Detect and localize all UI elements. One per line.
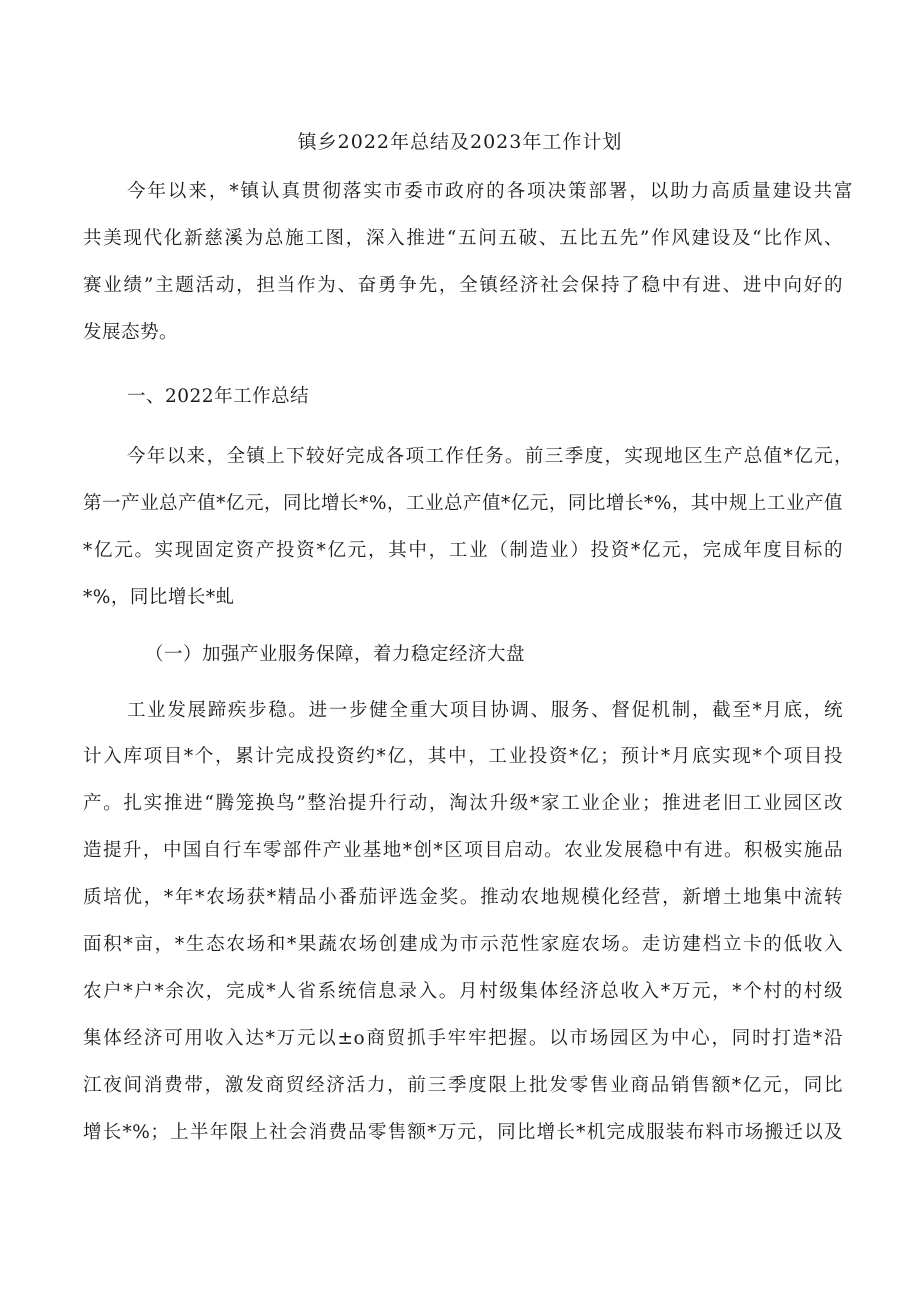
body-line: 计入库项目*个，累计完成投资约*亿，其中，工业投资*亿；预计*月底实现*个项目投 [83, 746, 843, 767]
intro-line: 今年以来，*镇认真贯彻落实市委市政府的各项决策部署，以助力高质量建设共富 [127, 181, 853, 202]
summary-line: 今年以来，全镇上下较好完成各项工作任务。前三季度，实现地区生产总值*亿元， [127, 446, 853, 467]
intro-line: 赛业绩”主题活动，担当作为、奋勇争先，全镇经济社会保持了稳中有进、进中向好的 [83, 275, 843, 296]
summary-line: *%，同比增长*虬 [83, 587, 235, 608]
summary-line: 第一产业总产值*亿元，同比增长*%，工业总产值*亿元，同比增长*%，其中规上工业产值 [83, 493, 843, 514]
section-heading: 一、2022年工作总结 [127, 386, 310, 407]
body-line: 农户*户*余次，完成*人省系统信息录入。月村级集体经济总收入*万元，*个村的村级 [83, 981, 843, 1002]
intro-line: 共美现代化新慈溪为总施工图，深入推进“五问五破、五比五先”作风建设及“比作风、 [83, 228, 843, 249]
body-line: 集体经济可用收入达*万元以±o商贸抓手牢牢把握。以市场园区为中心，同时打造*沿 [83, 1028, 843, 1049]
intro-line: 发展态势。 [83, 322, 179, 343]
summary-line: *亿元。实现固定资产投资*亿元，其中，工业（制造业）投资*亿元，完成年度目标的 [83, 540, 843, 561]
body-line: 造提升，中国自行车零部件产业基地*创*区项目启动。农业发展稳中有进。积极实施品 [83, 840, 843, 861]
document-title: 镇乡2022年总结及2023年工作计划 [297, 131, 623, 153]
subsection-heading: （一）加强产业服务保障，着力稳定经济大盘 [145, 644, 526, 665]
body-line: 产。扎实推进“腾笼换鸟”整治提升行动，淘汰升级*家工业企业；推进老旧工业园区改 [83, 793, 843, 814]
body-line: 江夜间消费带，激发商贸经济活力，前三季度限上批发零售业商品销售额*亿元，同比 [83, 1075, 843, 1096]
body-line: 面积*亩，*生态农场和*果蔬农场创建成为市示范性家庭农场。走访建档立卡的低收入 [83, 934, 843, 955]
body-line: 质培优，*年*农场获*精品小番茄评选金奖。推动农地规模化经营，新增土地集中流转 [83, 887, 843, 908]
body-line: 工业发展蹄疾步稳。进一步健全重大项目协调、服务、督促机制，截至*月底，统 [127, 700, 843, 721]
body-line: 增长*%；上半年限上社会消费品零售额*万元，同比增长*机完成服装布料市场搬迁以及 [83, 1122, 843, 1143]
